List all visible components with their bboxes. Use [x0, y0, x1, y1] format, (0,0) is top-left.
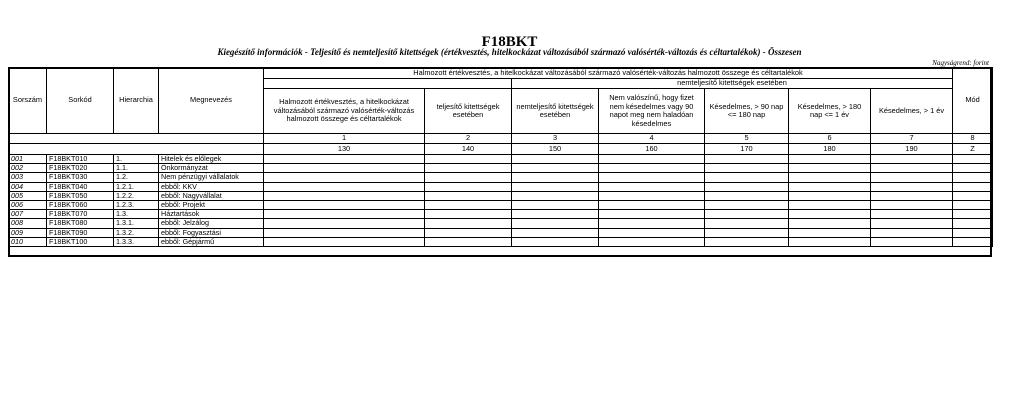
header-col-2: teljesítő kitettségek esetében	[425, 89, 512, 134]
row-megnevezes: Háztartások	[159, 210, 264, 219]
col-code: 160	[599, 144, 705, 155]
col-code: Z	[953, 144, 993, 155]
row-sorkod: F18BKT020	[47, 164, 114, 173]
col-number: 6	[789, 134, 871, 144]
col-number: 5	[705, 134, 789, 144]
row-hierarchia: 1.3.1.	[114, 219, 159, 228]
header-group-nonperforming: nemteljesítő kitettségek esetében	[512, 79, 953, 89]
header-col-1: Halmozott értékvesztés, a hitelkockázat változásából származó valósérték-változás halmozott összege és céltartalékok	[264, 89, 425, 134]
row-sorszam: 001	[9, 155, 47, 164]
row-sorszam: 008	[9, 219, 47, 228]
unit-label: Nagyságrend: forint	[932, 59, 989, 67]
col-number: 4	[599, 134, 705, 144]
col-code: 180	[789, 144, 871, 155]
header-col-5: Késedelmes, > 90 nap <= 180 nap	[705, 89, 789, 134]
row-sorszam: 010	[9, 237, 47, 246]
row-megnevezes: ebből: Nagyvállalat	[159, 191, 264, 200]
row-megnevezes: Nem pénzügyi vállalatok	[159, 173, 264, 182]
row-sorkod: F18BKT060	[47, 200, 114, 209]
row-sorszam: 007	[9, 210, 47, 219]
row-megnevezes: Önkormányzat	[159, 164, 264, 173]
header-megnevezes: Megnevezés	[159, 68, 264, 134]
col-code: 190	[871, 144, 953, 155]
row-hierarchia: 1.3.2.	[114, 228, 159, 237]
col-number: 2	[425, 134, 512, 144]
row-sorszam: 002	[9, 164, 47, 173]
col-number: 1	[264, 134, 425, 144]
sheet-border	[8, 67, 992, 257]
header-hierarchia: Hierarchia	[114, 68, 159, 134]
row-sorszam: 003	[9, 173, 47, 182]
row-hierarchia: 1.2.1.	[114, 182, 159, 191]
col-code: 150	[512, 144, 599, 155]
row-sorszam: 006	[9, 200, 47, 209]
row-megnevezes: ebből: Fogyasztási	[159, 228, 264, 237]
row-sorkod: F18BKT090	[47, 228, 114, 237]
header-sorkod: Sorkód	[47, 68, 114, 134]
row-sorkod: F18BKT030	[47, 173, 114, 182]
blank-area	[9, 246, 993, 335]
col-code: 170	[705, 144, 789, 155]
col-number: 3	[512, 134, 599, 144]
row-hierarchia: 1.3.	[114, 210, 159, 219]
row-megnevezes: ebből: Projekt	[159, 200, 264, 209]
row-hierarchia: 1.2.	[114, 173, 159, 182]
header-col-6: Késedelmes, > 180 nap <= 1 év	[789, 89, 871, 134]
row-sorkod: F18BKT070	[47, 210, 114, 219]
col-code: 140	[425, 144, 512, 155]
row-hierarchia: 1.3.3.	[114, 237, 159, 246]
row-megnevezes: Hitelek és előlegek	[159, 155, 264, 164]
header-col-4: Nem valószínű, hogy fizet nem késedelmes vagy 90 napot meg nem haladóan késedelmes	[599, 89, 705, 134]
row-sorkod: F18BKT040	[47, 182, 114, 191]
header-group-top: Halmozott értékvesztés, a hitelkockázat változásából származó valósérték-változás halmozott összege és céltartalékok	[264, 68, 953, 79]
row-megnevezes: ebből: Gépjármű	[159, 237, 264, 246]
row-sorkod: F18BKT050	[47, 191, 114, 200]
col-number: 7	[871, 134, 953, 144]
form-title: F18BKT	[481, 34, 538, 50]
row-sorkod: F18BKT080	[47, 219, 114, 228]
row-sorszam: 009	[9, 228, 47, 237]
row-megnevezes: ebből: KKV	[159, 182, 264, 191]
header-sorszam: Sorszám	[9, 68, 47, 134]
col-number: 8	[953, 134, 993, 144]
header-mod: Mód	[953, 68, 993, 134]
row-sorkod: F18BKT100	[47, 237, 114, 246]
col-code: 130	[264, 144, 425, 155]
row-sorkod: F18BKT010	[47, 155, 114, 164]
row-hierarchia: 1.1.	[114, 164, 159, 173]
form-subtitle: Kiegészítő információk - Teljesítő és nemteljesítő kitettségek (értékvesztés, hitelkockázat változásából származó valósérték-változás és céltartalékok) - Összesen	[217, 47, 802, 57]
row-hierarchia: 1.	[114, 155, 159, 164]
row-sorszam: 005	[9, 191, 47, 200]
header-col-7: Késedelmes, > 1 év	[871, 89, 953, 134]
header-col-3: nemteljesítő kitettségek esetében	[512, 89, 599, 134]
row-sorszam: 004	[9, 182, 47, 191]
row-hierarchia: 1.2.2.	[114, 191, 159, 200]
row-hierarchia: 1.2.3.	[114, 200, 159, 209]
row-megnevezes: ebből: Jelzálog	[159, 219, 264, 228]
